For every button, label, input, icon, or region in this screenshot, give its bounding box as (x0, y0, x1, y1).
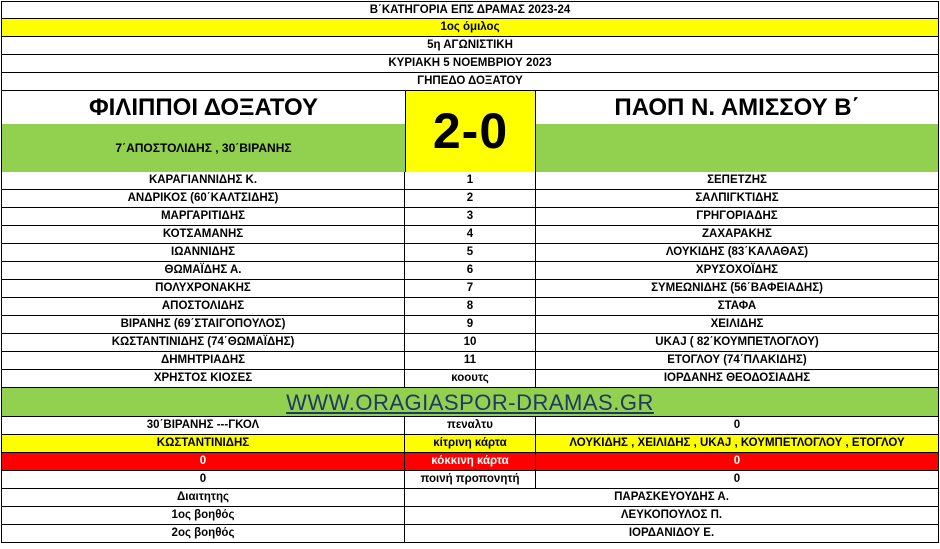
red-card-away: 0 (733, 455, 741, 467)
shirt-number: 5 (405, 244, 536, 261)
penalty-away: 0 (733, 419, 741, 431)
yellow-card-away: ΛΟΥΚΙΔΗΣ , ΧΕΙΛΙΔΗΣ , UKAJ , ΚΟΥΜΠΕΤΛΟΓΛΟΥ , ΕΤΟΓΛΟΥ (569, 437, 905, 449)
shirt-number: 11 (405, 352, 536, 369)
shirt-number: κοουτς (405, 370, 536, 387)
home-player: ΘΩΜΑΪΔΗΣ Α. (2, 262, 405, 279)
penalty-row (1, 417, 939, 435)
red-card-label: κόκκινη κάρτα (405, 453, 536, 470)
official-row (1, 489, 939, 507)
home-player: ΧΡΗΣΤΟΣ ΚΙΟΣΕΣ (2, 370, 405, 387)
official-row (1, 525, 939, 543)
away-player: ΓΡΗΓΟΡΙΑΔΗΣ (696, 210, 778, 222)
venue-label: ΓΗΠΕΔΟ ΔΟΞΑΤΟΥ (1, 73, 939, 91)
shirt-number: 6 (405, 262, 536, 279)
away-player: ΖΑΧΑΡΑΚΗΣ (702, 228, 772, 240)
match-report-sheet (1, 1, 939, 543)
official-name: ΛΕΥΚΟΠΟΥΛΟΣ Π. (620, 509, 723, 521)
official-role: Διαιτητης (2, 489, 405, 506)
yellow-card-row (1, 435, 939, 453)
lineup-row (1, 244, 939, 262)
lineup-row (1, 172, 939, 190)
official-name: ΠΑΡΑΣΚΕΥΟΥΔΗΣ Α. (614, 491, 729, 503)
home-player: ΙΩΑΝΝΙΔΗΣ (2, 244, 405, 261)
shirt-number: 1 (405, 172, 536, 189)
shirt-number: 2 (405, 190, 536, 207)
away-player: ΛΟΥΚΙΔΗΣ (83΄ΚΑΛΑΘΑΣ) (665, 246, 809, 258)
away-player: ΕΤΟΓΛΟΥ (74΄ΠΛΑΚΙΔΗΣ) (667, 354, 807, 366)
lineup-row (1, 262, 939, 280)
official-name: ΙΟΡΔΑΝΙΔΟΥ Ε. (628, 527, 715, 539)
shirt-number: 10 (405, 334, 536, 351)
home-team-name: ΦΙΛΙΠΠΟΙ ΔΟΞΑΤΟΥ (2, 91, 405, 124)
red-card-home: 0 (2, 453, 405, 470)
shirt-number: 7 (405, 280, 536, 297)
away-player: ΣΕΠΕΤΖΗΣ (707, 174, 767, 186)
lineup-row (1, 370, 939, 388)
penalty-label: πεναλτυ (405, 417, 536, 434)
shirt-number: 4 (405, 226, 536, 243)
away-player: ΧΕΙΛΙΔΗΣ (710, 318, 764, 330)
lineup-row (1, 298, 939, 316)
lineup-row (1, 190, 939, 208)
home-player: ΠΟΛΥΧΡΟΝΑΚΗΣ (2, 280, 405, 297)
competition-title: Β΄ΚΑΤΗΓΟΡΙΑ ΕΠΣ ΔΡΑΜΑΣ 2023-24 (1, 1, 939, 19)
home-player: ΜΑΡΓΑΡΙΤΙΔΗΣ (2, 208, 405, 225)
website-link[interactable]: WWW.ORAGIASPOR-DRAMAS.GR (286, 390, 654, 415)
away-player: UKAJ ( 82΄ΚΟΥΜΠΕΤΛΟΓΛΟΥ) (655, 336, 819, 348)
home-player: ΚΩΣΤΑΝΤΙΝΙΔΗΣ (74΄ΘΩΜΑΪΔΗΣ) (2, 334, 405, 351)
away-player: ΣΤΑΦΑ (717, 300, 757, 312)
coach-penalty-label: ποινή προπονητή (405, 471, 536, 488)
penalty-home: 30΄ΒΙΡΑΝΗΣ ---ΓΚΟΛ (2, 417, 405, 434)
official-role: 2ος βοηθός (2, 525, 405, 542)
match-date: ΚΥΡΙΑΚΗ 5 ΝΟΕΜΒΡΙΟΥ 2023 (1, 55, 939, 73)
away-scorers (536, 124, 938, 172)
lineups-table (1, 172, 939, 388)
coach-penalty-away: 0 (733, 473, 741, 485)
home-player: ΚΟΤΣΑΜΑΝΗΣ (2, 226, 405, 243)
red-card-row (1, 453, 939, 471)
group-label: 1ος όμιλος (1, 19, 939, 37)
yellow-card-label: κίτρινη κάρτα (405, 435, 536, 452)
coach-penalty-row (1, 471, 939, 489)
lineup-row (1, 226, 939, 244)
lineup-row (1, 280, 939, 298)
lineup-row (1, 208, 939, 226)
teams-score-block (1, 91, 939, 172)
away-player: ΧΡΥΣΟΧΟΪΔΗΣ (695, 264, 779, 276)
lineup-row (1, 352, 939, 370)
final-score: 2-0 (405, 91, 536, 172)
home-player: ΑΝΔΡΙΚΟΣ (60΄ΚΑΛΤΣΙΔΗΣ) (2, 190, 405, 207)
shirt-number: 9 (405, 316, 536, 333)
website-banner (1, 388, 939, 417)
home-player: ΑΠΟΣΤΟΛΙΔΗΣ (2, 298, 405, 315)
away-player: ΣΥΜΕΩΝΙΔΗΣ (56΄ΒΑΦΕΙΑΔΗΣ) (651, 282, 823, 294)
away-team-name: ΠΑΟΠ Ν. ΑΜΙΣΣΟΥ Β΄ (536, 91, 938, 124)
coach-penalty-home: 0 (2, 471, 405, 488)
home-player: ΚΑΡΑΓΙΑΝΝΙΔΗΣ Κ. (2, 172, 405, 189)
yellow-card-home: ΚΩΣΤΑΝΤΙΝΙΔΗΣ (2, 435, 405, 452)
official-row (1, 507, 939, 525)
away-player: ΙΟΡΔΑΝΗΣ ΘΕΟΔΟΣΙΑΔΗΣ (663, 372, 811, 384)
home-player: ΔΗΜΗΤΡΙΑΔΗΣ (2, 352, 405, 369)
official-role: 1ος βοηθός (2, 507, 405, 524)
away-player: ΣΑΛΠΙΓΚΤΙΔΗΣ (695, 192, 779, 204)
officials-table (1, 489, 939, 543)
lineup-row (1, 334, 939, 352)
shirt-number: 3 (405, 208, 536, 225)
lineup-row (1, 316, 939, 334)
home-scorers: 7΄ΑΠΟΣΤΟΛΙΔΗΣ , 30΄ΒΙΡΑΝΗΣ (2, 124, 405, 172)
matchday-label: 5η ΑΓΩΝΙΣΤΙΚΗ (1, 37, 939, 55)
shirt-number: 8 (405, 298, 536, 315)
home-player: ΒΙΡΑΝΗΣ (69΄ΣΤΑΙΓΟΠΟΥΛΟΣ) (2, 316, 405, 333)
